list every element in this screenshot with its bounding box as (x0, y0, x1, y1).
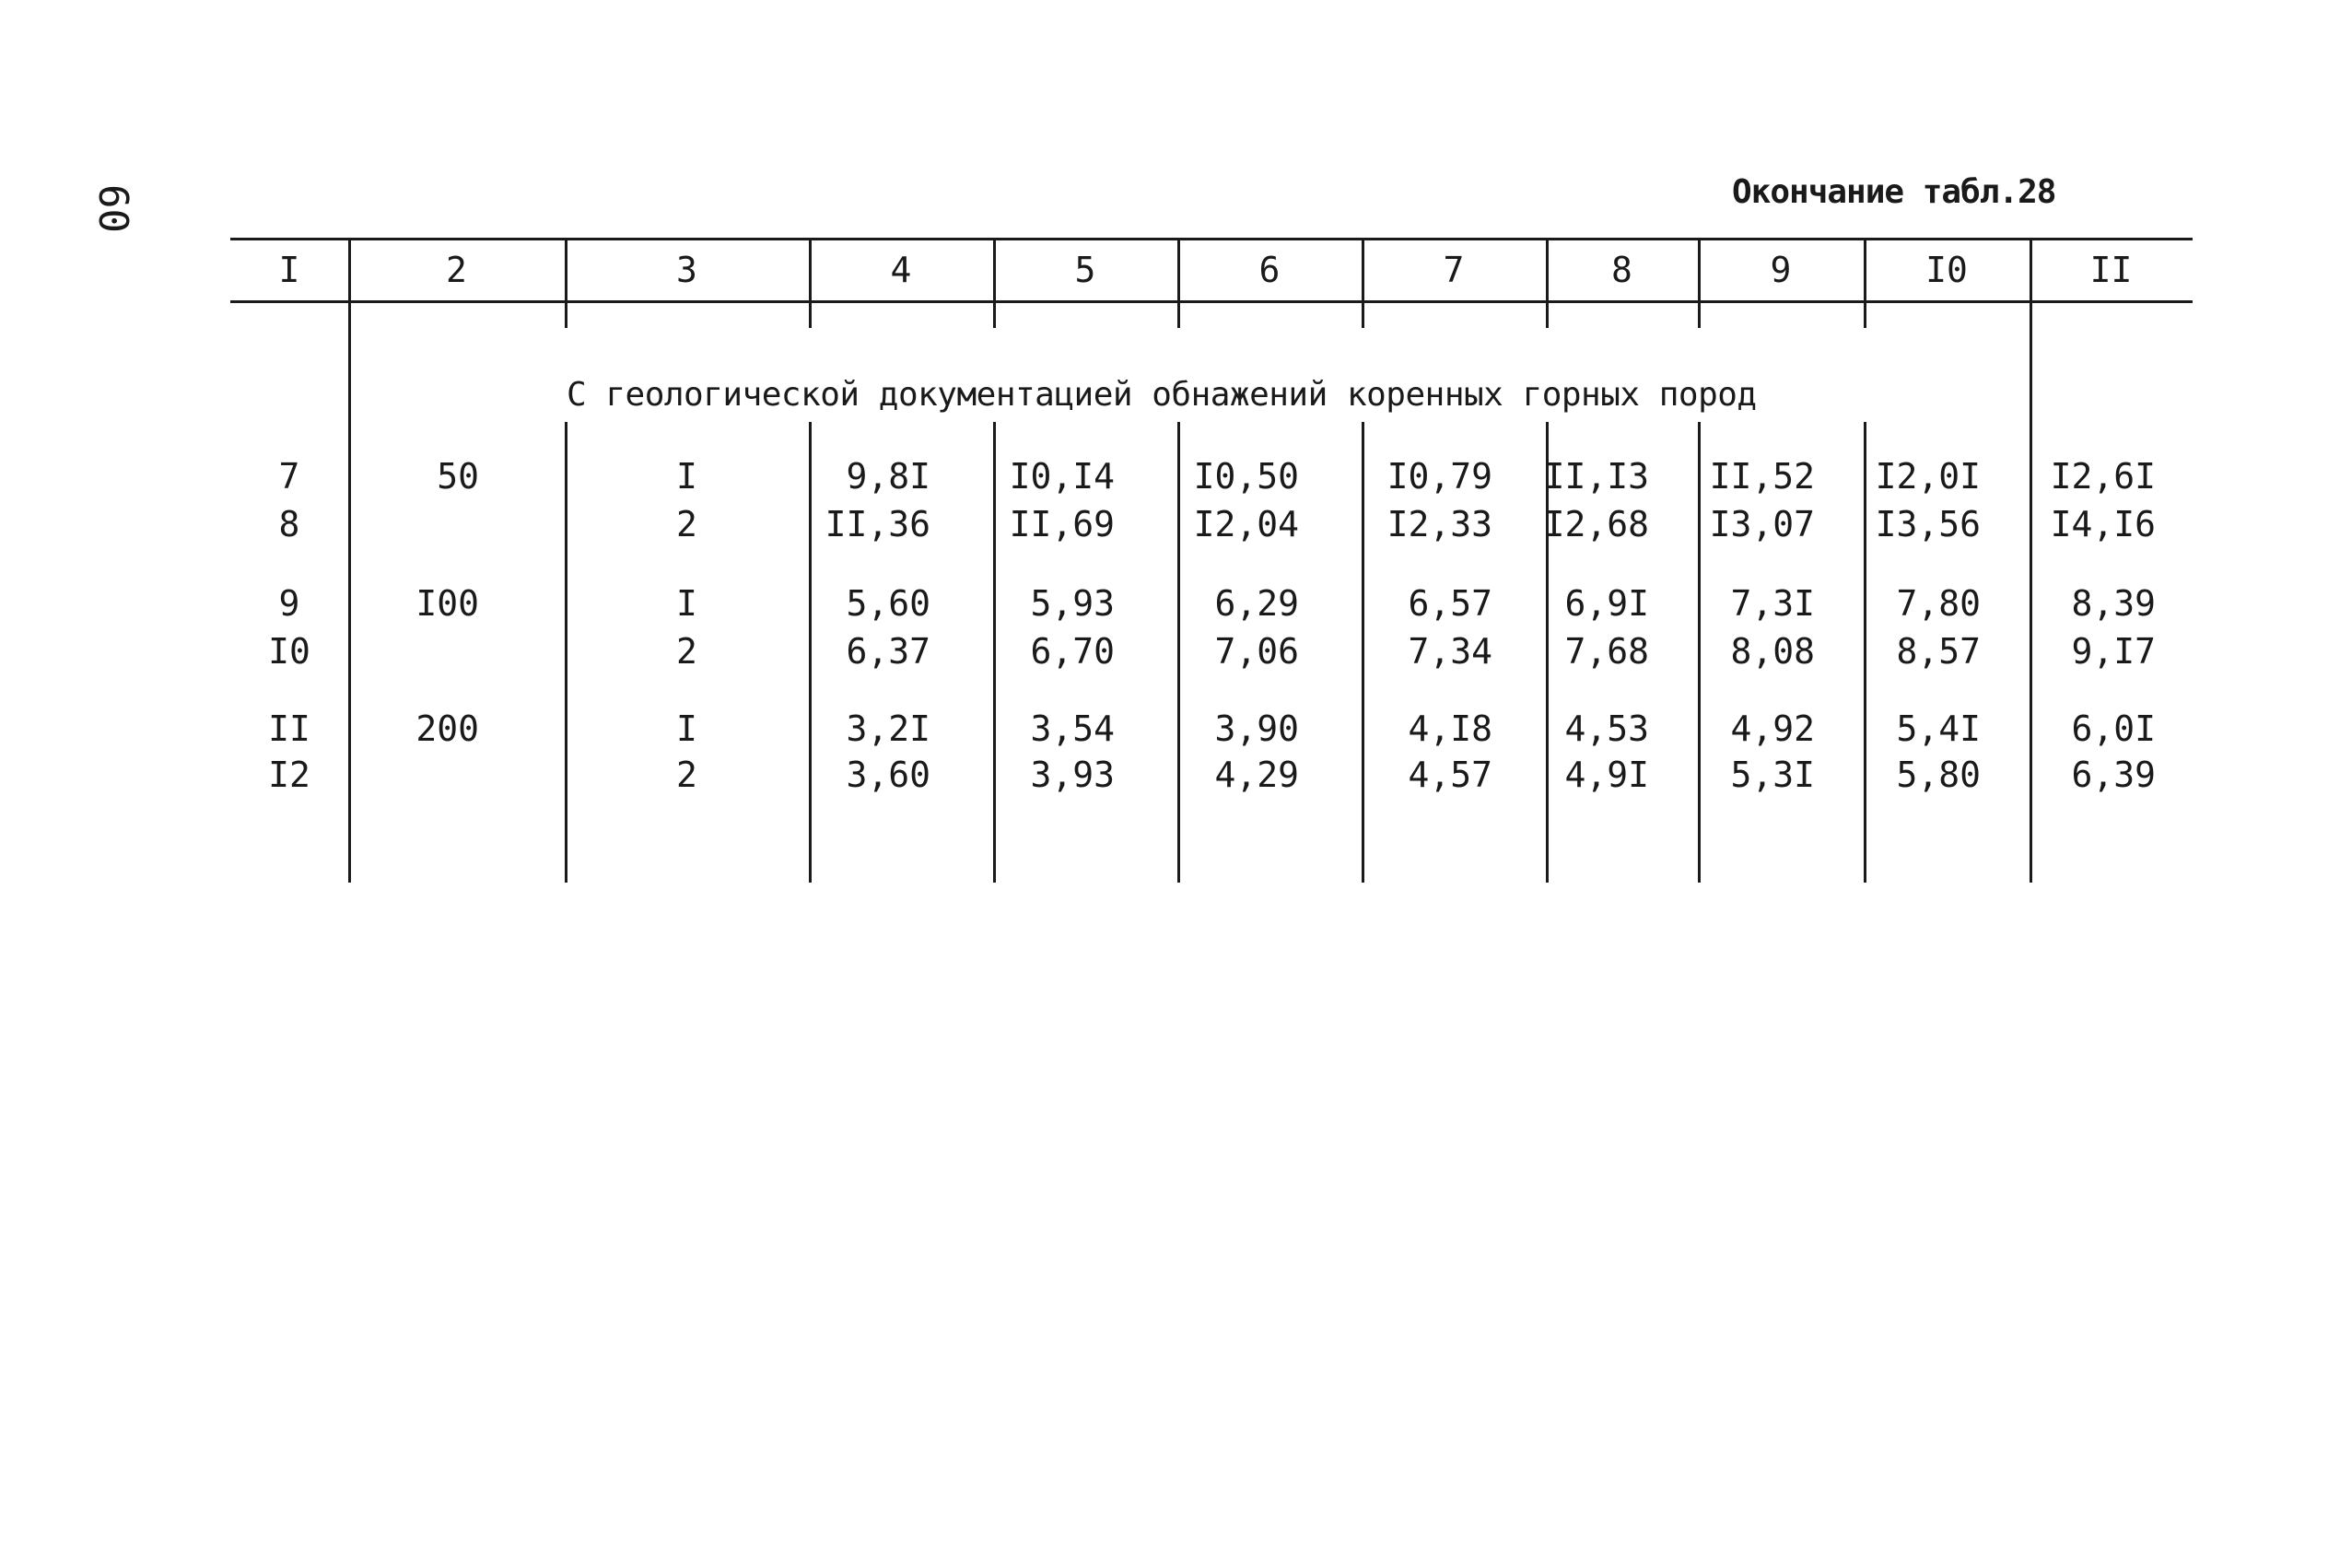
table-cell: I3,07 (1709, 504, 1815, 544)
table-cell: 200 (415, 708, 479, 749)
table-cell: 8,39 (2071, 583, 2156, 624)
column-header: I (278, 250, 300, 290)
table-cell: II (268, 708, 310, 749)
table-cell: 4,53 (1564, 708, 1649, 749)
table-header-rule (230, 300, 2193, 303)
table-top-rule (230, 238, 2193, 240)
column-header: 9 (1770, 250, 1792, 290)
column-divider (2030, 300, 2032, 883)
table-cell: 8,57 (1896, 631, 1981, 672)
table-cell: I0 (268, 631, 310, 672)
table-cell: 4,29 (1214, 755, 1299, 795)
table-cell: I2,33 (1386, 504, 1492, 544)
table-cell: 2 (676, 631, 697, 672)
table-cell: 3,60 (846, 755, 930, 795)
table-cell: I2,04 (1193, 504, 1299, 544)
table-cell: 7,68 (1564, 631, 1649, 672)
table-cell: I2,6I (2050, 456, 2156, 497)
column-header: II (2089, 250, 2133, 290)
table-cell: I4,I6 (2050, 504, 2156, 544)
table-cell: 6,39 (2071, 755, 2156, 795)
table-cell: I0,I4 (1009, 456, 1115, 497)
table-cell: 9,8I (846, 456, 930, 497)
table-cell: 2 (676, 755, 697, 795)
table-cell: 6,57 (1408, 583, 1492, 624)
table-cell: 4,I8 (1408, 708, 1492, 749)
column-header: 2 (446, 250, 467, 290)
column-divider (348, 300, 351, 883)
table-cell: II,52 (1709, 456, 1815, 497)
table-cell: 6,37 (846, 631, 930, 672)
table-cell: 6,9I (1564, 583, 1649, 624)
table-cell: 8,08 (1730, 631, 1815, 672)
table-cell: II,I3 (1543, 456, 1649, 497)
table-cell: 5,60 (846, 583, 930, 624)
section-title: С геологической документацией обнажений коренных горных пород (567, 376, 1757, 414)
table-cell: 8 (278, 504, 300, 544)
data-table (230, 238, 2193, 883)
table-cell: 3,2I (846, 708, 930, 749)
column-header: 3 (676, 250, 697, 290)
table-cell: 4,9I (1564, 755, 1649, 795)
column-divider (809, 422, 812, 883)
column-divider (1177, 422, 1180, 883)
table-cell: I (676, 708, 697, 749)
column-header: 7 (1443, 250, 1465, 290)
table-cell: 6,0I (2071, 708, 2156, 749)
table-cell: 5,4I (1896, 708, 1981, 749)
column-header: 8 (1611, 250, 1632, 290)
table-cell: 7,06 (1214, 631, 1299, 672)
table-cell: 6,70 (1030, 631, 1115, 672)
table-cell: 9,I7 (2071, 631, 2156, 672)
table-cell: 4,92 (1730, 708, 1815, 749)
table-cell: I2,68 (1543, 504, 1649, 544)
column-divider (1864, 422, 1866, 883)
table-cell: 50 (437, 456, 479, 497)
table-cell: 7,80 (1896, 583, 1981, 624)
column-header: I0 (1925, 250, 1968, 290)
column-divider (1698, 422, 1701, 883)
table-cell: 3,90 (1214, 708, 1299, 749)
table-cell: I2,0I (1875, 456, 1981, 497)
table-cell: I0,50 (1193, 456, 1299, 497)
column-header: 4 (890, 250, 912, 290)
table-cell: II,69 (1009, 504, 1115, 544)
column-divider (993, 422, 996, 883)
table-cell: 5,93 (1030, 583, 1115, 624)
table-cell: I2 (268, 755, 310, 795)
column-header: 6 (1258, 250, 1281, 290)
table-cell: 7 (278, 456, 300, 497)
table-cell: 3,54 (1030, 708, 1115, 749)
table-cell: 3,93 (1030, 755, 1115, 795)
table-cell: 7,34 (1408, 631, 1492, 672)
table-cell: I3,56 (1875, 504, 1981, 544)
table-cell: 2 (676, 504, 697, 544)
table-cell: 5,80 (1896, 755, 1981, 795)
table-cell: 4,57 (1408, 755, 1492, 795)
table-cell: 9 (278, 583, 300, 624)
table-cell: II,36 (825, 504, 930, 544)
table-cell: 7,3I (1730, 583, 1815, 624)
column-header: 5 (1074, 250, 1096, 290)
table-cell: I00 (415, 583, 479, 624)
table-cell: I (676, 456, 697, 497)
page-number: 60 (89, 184, 136, 233)
table-cell: I0,79 (1386, 456, 1492, 497)
table-caption: Окончание табл.28 (1732, 173, 2056, 211)
table-cell: I (676, 583, 697, 624)
table-cell: 6,29 (1214, 583, 1299, 624)
table-cell: 5,3I (1730, 755, 1815, 795)
column-divider (1362, 422, 1364, 883)
